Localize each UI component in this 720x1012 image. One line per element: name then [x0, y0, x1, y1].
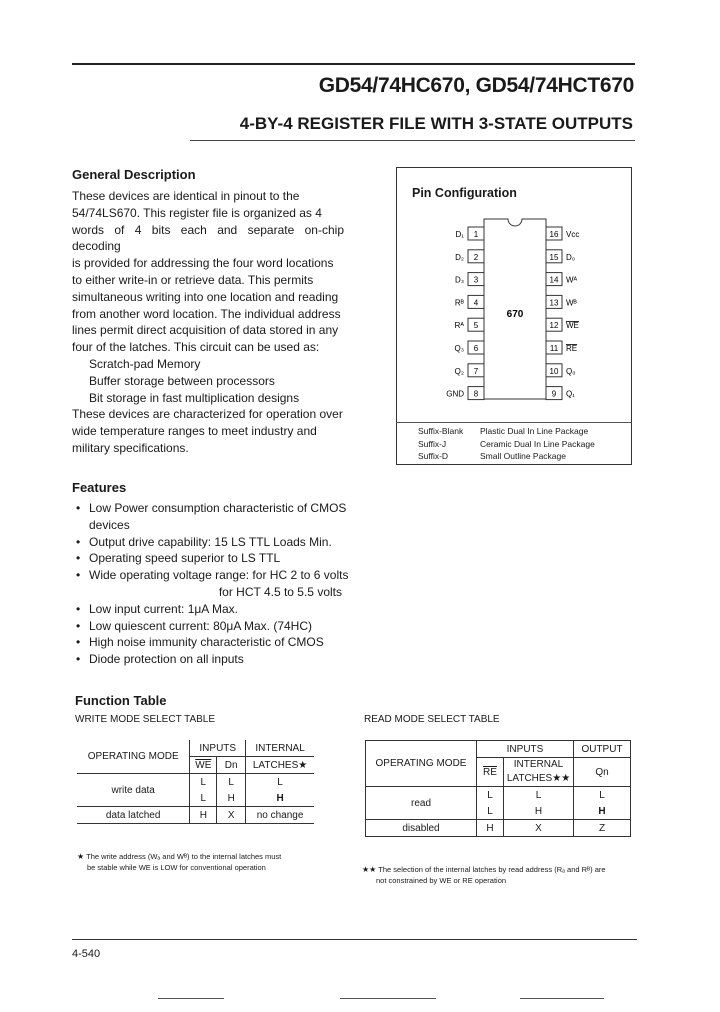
read-cell: H [504, 803, 574, 820]
read-h-mode: OPERATING MODE [366, 741, 477, 787]
feature-item: • Low input current: 1μA Max. [72, 601, 362, 618]
write-note: ★ The write address (Wₐ and Wᴮ) to the internal latches must be stable while WE is LOW for conventional operation [77, 852, 282, 872]
pin-signal: RE [566, 344, 578, 353]
pin-number: 13 [549, 298, 559, 308]
write-row-mode: write data [77, 774, 190, 807]
pin-signal: D₃ [454, 275, 464, 285]
pin-signal: Q₃ [454, 344, 464, 353]
package-desc: Small Outline Package [480, 451, 566, 461]
desc-line: four of the latches. This circuit can be used as: [72, 340, 320, 355]
write-h-dn: Dn [217, 757, 246, 774]
use-item: Scratch-pad Memory [89, 356, 201, 371]
desc-line: words of 4 bits each and separate on-chip decoding [72, 222, 344, 254]
desc-line: from another word location. The individual address [72, 306, 341, 321]
desc-line: These devices are characterized for operation over [72, 407, 343, 422]
pin-signal: Q₂ [454, 366, 464, 376]
write-h-mode: OPERATING MODE [77, 740, 190, 774]
pin-signal: D₂ [455, 252, 464, 262]
desc-line: lines permit direct acquisition of data stored in any [72, 323, 339, 338]
feature-item: • Wide operating voltage range: for HC 2 to 6 volts for HCT 4.5 to 5.5 volts [72, 567, 362, 601]
pin-signal: Wᴮ [566, 298, 577, 308]
use-item: Bit storage in fast multiplication designs [89, 390, 300, 405]
pin-number: 5 [473, 321, 479, 331]
desc-line: military specifications. [72, 440, 189, 455]
chip-label: 670 [506, 309, 524, 320]
pin-number: 14 [549, 275, 559, 285]
package-desc: Plastic Dual In Line Package [480, 426, 589, 436]
write-h-we: $\overline{WE}$ [190, 757, 217, 774]
pin-signal: Q₀ [566, 366, 576, 376]
title-rule [190, 140, 635, 141]
pin-signal: Rᴬ [454, 321, 464, 331]
read-mode-table [365, 740, 631, 837]
scan-artifact [520, 998, 604, 999]
write-cell: L [190, 790, 217, 807]
read-h-internal-latches: INTERNAL LATCHES★★ [504, 758, 574, 787]
package-desc: Ceramic Dual In Line Package [480, 439, 595, 449]
pin-number: 12 [549, 321, 559, 331]
read-cell: L [504, 787, 574, 804]
write-table-caption: WRITE MODE SELECT TABLE [75, 714, 216, 725]
pin-number: 1 [473, 230, 479, 239]
pin-signal: Vcc [566, 230, 580, 239]
desc-line: 54/74LS670. This register file is organized as 4 [72, 205, 322, 220]
pin-signal: GND [446, 389, 464, 399]
write-cell: L [277, 776, 283, 788]
write-cell: no change [256, 809, 304, 821]
pin-signal: Rᴮ [454, 298, 464, 308]
read-cell: X [504, 820, 574, 837]
scan-artifact [158, 998, 224, 999]
pin-signal: Q₁ [566, 389, 575, 399]
read-h-inputs: INPUTS [477, 741, 574, 758]
features-heading: Features [72, 480, 127, 495]
read-cell: Z [574, 820, 631, 837]
package-suffix: Suffix-Blank [418, 426, 464, 436]
desc-line: is provided for addressing the four word locations [72, 256, 334, 271]
feature-item: • Low quiescent current: 80μA Max. (74HC) [72, 618, 362, 635]
pin-number: 9 [551, 389, 557, 399]
use-item: Buffer storage between processors [89, 373, 275, 388]
read-row-mode: read [366, 787, 477, 820]
package-separator [396, 422, 632, 423]
pin-configuration-title: Pin Configuration [412, 186, 517, 200]
read-cell: L [477, 787, 504, 804]
read-cell: H [477, 820, 504, 837]
pin-number: 7 [473, 366, 479, 376]
write-cell: L [190, 774, 217, 791]
pin-number: 3 [473, 275, 479, 285]
write-cell: X [217, 807, 246, 824]
write-cell: L [217, 774, 246, 791]
general-description [72, 188, 344, 457]
feature-item: • Output drive capability: 15 LS TTL Loads Min. [72, 534, 362, 551]
function-table-heading: Function Table [75, 693, 167, 708]
write-row-mode: data latched [77, 807, 190, 824]
general-description-heading: General Description [72, 167, 196, 182]
pin-number: 4 [473, 298, 479, 308]
feature-item: • Diode protection on all inputs [72, 651, 362, 668]
feature-item: • Operating speed superior to LS TTL [72, 550, 362, 567]
desc-line: to either write-in or retrieve data. This permits [72, 272, 314, 287]
desc-line: These devices are identical in pinout to the [72, 189, 300, 203]
read-h-output: OUTPUT [574, 741, 631, 758]
part-title: GD54/74HC670, GD54/74HCT670 [318, 74, 634, 97]
pin-signal: D₁ [455, 230, 464, 239]
write-h-latches: LATCHES★ [252, 759, 308, 771]
pin-number: 6 [473, 344, 479, 353]
read-cell: H [574, 803, 631, 820]
scan-artifact [340, 998, 436, 999]
package-suffix: Suffix-J [418, 439, 447, 449]
write-cell: H [217, 790, 246, 807]
read-h-qn: Qn [574, 758, 631, 787]
pin-number: 15 [549, 252, 559, 262]
pin-number: 8 [473, 389, 479, 399]
write-mode-table [77, 740, 314, 824]
read-table-caption: READ MODE SELECT TABLE [364, 714, 500, 725]
feature-item: • Low Power consumption characteristic of CMOS devices [72, 500, 362, 534]
read-h-re: $\overline{RE}$ [477, 758, 504, 787]
pin-signal: D₀ [566, 252, 576, 262]
pin-diagram [396, 167, 632, 422]
read-note: ★★ The selection of the internal latches by read address (Rₐ and Rᴮ) are not constrained by WE or RE operation [362, 865, 606, 885]
read-row-mode: disabled [366, 820, 477, 837]
top-rule [72, 63, 635, 65]
features-list [72, 500, 362, 668]
page-number: 4-540 [72, 948, 101, 960]
pin-signal: WE [566, 321, 579, 331]
pin-signal: Wᴬ [566, 275, 578, 285]
write-cell: H [276, 792, 284, 804]
read-cell: L [574, 787, 631, 804]
pin-number: 16 [549, 230, 559, 239]
write-h-internal: INTERNAL [255, 742, 305, 754]
doc-subtitle: 4-BY-4 REGISTER FILE WITH 3-STATE OUTPUTS [239, 114, 633, 133]
package-suffix: Suffix-D [418, 451, 449, 461]
feature-item: • High noise immunity characteristic of CMOS [72, 634, 362, 651]
pin-number: 11 [549, 344, 559, 353]
pin-number: 10 [549, 366, 559, 376]
read-cell: L [477, 803, 504, 820]
write-cell: H [190, 807, 217, 824]
desc-line: wide temperature ranges to meet industry and [72, 424, 317, 439]
desc-line: simultaneous writing into one location and reading [72, 289, 339, 304]
write-h-inputs: INPUTS [190, 740, 246, 757]
footer-rule [72, 939, 637, 940]
pin-number: 2 [473, 252, 479, 262]
